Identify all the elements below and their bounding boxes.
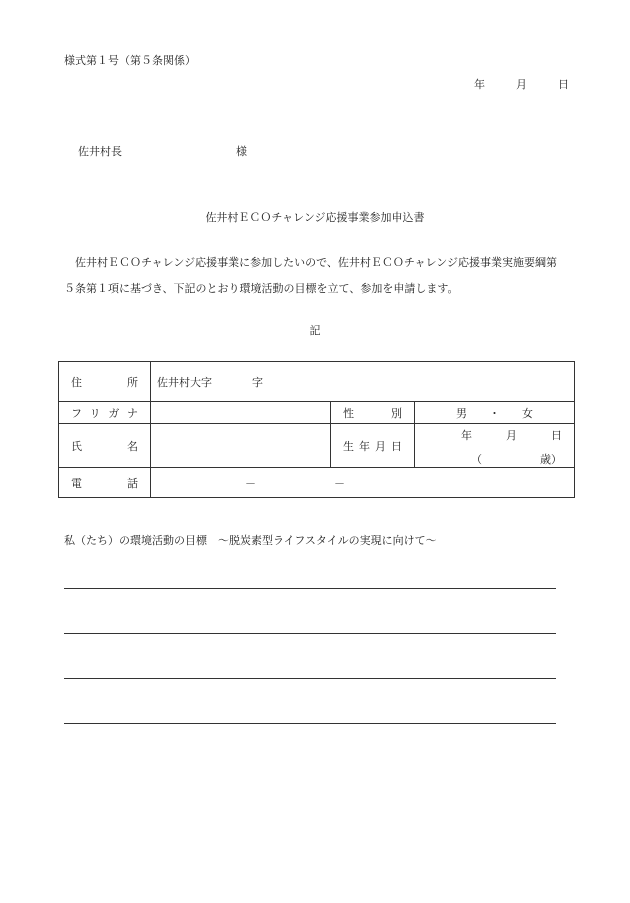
name-label: 氏 名 — [59, 424, 151, 468]
address-row — [59, 362, 575, 402]
dob-year: 年 — [461, 428, 472, 442]
dob-label: 生 年 月 日 — [331, 424, 415, 468]
goal-line-1[interactable] — [64, 588, 556, 589]
goal-line-3[interactable] — [64, 678, 556, 679]
furigana-row — [59, 402, 575, 424]
goal-heading: 私（たち）の環境活動の目標 ～脱炭素型ライフスタイルの実現に向けて～ — [64, 534, 437, 547]
address-label: 住 所 — [59, 362, 151, 402]
form-number: 様式第１号（第５条関係） — [64, 54, 196, 67]
phone-label: 電 話 — [59, 468, 151, 498]
phone-row — [59, 468, 575, 498]
address-aza: 字 — [252, 375, 263, 389]
document-title: 佐井村ＥＣＯチャレンジ応援事業参加申込書 — [205, 211, 425, 224]
sex-separator: ・ — [489, 406, 501, 420]
applicant-info-table — [58, 361, 575, 498]
date-month: 月 — [516, 78, 527, 91]
furigana-label: フ リ ガ ナ — [59, 402, 151, 424]
sex-option-male[interactable]: 男 — [456, 406, 468, 420]
sex-label: 性 別 — [331, 402, 415, 424]
date-day: 日 — [558, 78, 569, 91]
furigana-field[interactable] — [151, 402, 331, 424]
goal-line-2[interactable] — [64, 633, 556, 634]
sex-field[interactable] — [415, 402, 575, 424]
dob-day: 日 — [551, 428, 563, 442]
name-field[interactable] — [151, 424, 331, 468]
dob-month: 月 — [506, 428, 518, 442]
addressee-name: 佐井村長 — [78, 145, 122, 158]
application-statement: 佐井村ＥＣＯチャレンジ応援事業に参加したいので、佐井村ＥＣＯチャレンジ応援事業実施要綱第５条第１項に基づき、下記のとおり環境活動の目標を立て、参加を申請します。 — [64, 256, 558, 295]
date-line — [474, 76, 569, 92]
phone-separator-1: － — [245, 476, 256, 490]
sex-option-female[interactable]: 女 — [522, 406, 534, 420]
date-year: 年 — [474, 78, 485, 91]
goal-line-4[interactable] — [64, 723, 556, 724]
phone-separator-2: － — [334, 476, 345, 490]
phone-field[interactable] — [151, 468, 575, 498]
age-open: （ — [471, 452, 482, 466]
ki-heading: 記 — [309, 324, 321, 337]
address-village: 佐井村大字 — [157, 375, 212, 389]
name-row — [59, 424, 575, 468]
addressee-honorific: 様 — [236, 145, 247, 158]
address-field[interactable] — [151, 362, 575, 402]
age-unit: 歳） — [540, 452, 563, 466]
dob-field[interactable] — [415, 424, 575, 468]
